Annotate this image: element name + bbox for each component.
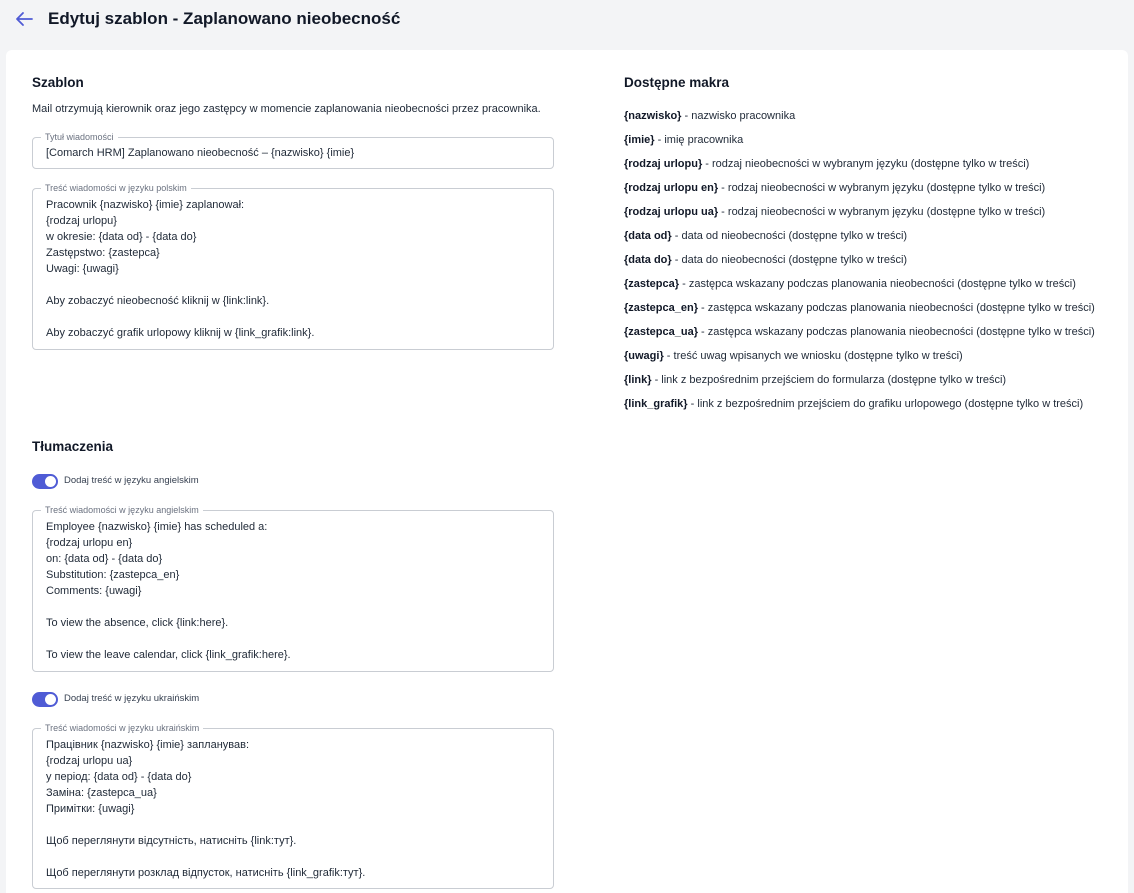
body-en-textarea[interactable] xyxy=(32,505,554,672)
macro-name: {imie} xyxy=(624,134,655,146)
macro-name: {rodzaj urlopu} xyxy=(624,158,703,170)
macro-desc: - zastępca wskazany podczas planowania nieobecności (dostępne tylko w treści) xyxy=(698,302,1095,314)
toggle-knob xyxy=(45,694,56,705)
body-pl-line: Pracownik {nazwisko} {imie} zaplanował: xyxy=(46,199,245,211)
header-bar xyxy=(0,0,1134,40)
macro-name: {rodzaj urlopu ua} xyxy=(624,206,719,218)
macro-name: {zastepca} xyxy=(624,278,680,290)
macro-desc: - link z bezpośrednim przejściem do formularza (dostępne tylko w treści) xyxy=(651,374,1007,386)
macro-item xyxy=(624,156,1095,180)
body-en-line: {rodzaj urlopu en} xyxy=(46,537,133,549)
macro-desc: - data od nieobecności (dostępne tylko w treści) xyxy=(671,230,908,242)
macro-desc: - nazwisko pracownika xyxy=(681,110,796,122)
body-pl-line: w okresie: {data od} - {data do} xyxy=(46,231,197,243)
subject-field[interactable] xyxy=(32,132,554,169)
body-en-label: Treść wiadomości w języku angielskim xyxy=(41,504,203,516)
macro-name: {zastepca_ua} xyxy=(624,326,698,338)
body-ua-line: Заміна: {zastepca_ua} xyxy=(46,787,157,799)
back-arrow-icon[interactable] xyxy=(12,7,36,31)
body-en-line: Substitution: {zastepca_en} xyxy=(46,569,180,581)
english-toggle-switch[interactable] xyxy=(32,474,58,489)
body-en-line: To view the absence, click {link:here}. xyxy=(46,617,229,629)
english-toggle-label: Dodaj treść w języku angielskim xyxy=(64,475,199,486)
macro-name: {data do} xyxy=(624,254,672,266)
macro-item xyxy=(624,108,1095,132)
macro-desc: - zastępca wskazany podczas planowania nieobecności (dostępne tylko w treści) xyxy=(679,278,1076,290)
macros-list xyxy=(624,108,1095,420)
ukrainian-toggle-label: Dodaj treść w języku ukraińskim xyxy=(64,693,200,704)
body-en-line: To view the leave calendar, click {link_grafik:here}. xyxy=(46,649,291,661)
macro-desc: - rodzaj nieobecności w wybranym języku (dostępne tylko w treści) xyxy=(718,182,1046,194)
macro-desc: - link z bezpośrednim przejściem do grafiku urlopowego (dostępne tylko w treści) xyxy=(687,398,1084,410)
body-en-text xyxy=(46,519,291,663)
macro-name: {link} xyxy=(624,374,652,386)
macro-name: {uwagi} xyxy=(624,350,664,362)
template-description: Mail otrzymują kierownik oraz jego zastępcy w momencie zaplanowania nieobecności przez pracownika. xyxy=(32,103,541,115)
body-ua-line xyxy=(46,817,365,833)
macro-desc: - rodzaj nieobecności w wybranym języku (dostępne tylko w treści) xyxy=(718,206,1046,218)
macro-item xyxy=(624,180,1095,204)
macro-desc: - data do nieobecności (dostępne tylko w treści) xyxy=(671,254,908,266)
macro-item xyxy=(624,324,1095,348)
macro-name: {data od} xyxy=(624,230,672,242)
body-pl-text xyxy=(46,197,314,341)
macro-name: {link_grafik} xyxy=(624,398,688,410)
toggle-knob xyxy=(45,476,56,487)
body-en-line: Comments: {uwagi} xyxy=(46,585,142,597)
translations-section-title: Tłumaczenia xyxy=(32,439,114,454)
body-pl-line: Zastępstwo: {zastepca} xyxy=(46,247,160,259)
body-pl-line: Aby zobaczyć grafik urlopowy kliknij w {link_grafik:link}. xyxy=(46,327,315,339)
page-title: Edytuj szablon - Zaplanowano nieobecność xyxy=(48,9,401,28)
macros-section-title: Dostępne makra xyxy=(624,75,730,90)
body-ua-line: {rodzaj urlopu ua} xyxy=(46,755,133,767)
macro-name: {rodzaj urlopu en} xyxy=(624,182,719,194)
body-pl-label: Treść wiadomości w języku polskim xyxy=(41,182,191,194)
macro-name: {nazwisko} xyxy=(624,110,682,122)
body-en-line xyxy=(46,599,291,615)
macro-desc: - imię pracownika xyxy=(654,134,744,146)
macro-item xyxy=(624,396,1095,420)
macro-desc: - treść uwag wpisanych we wniosku (dostępne tylko w treści) xyxy=(663,350,963,362)
macro-item xyxy=(624,276,1095,300)
body-pl-line: Aby zobaczyć nieobecność kliknij w {link:link}. xyxy=(46,295,270,307)
body-ua-line: Щоб переглянути відсутність, натисніть {link:тут}. xyxy=(46,835,297,847)
body-ua-line: у період: {data od} - {data do} xyxy=(46,771,192,783)
body-en-line: Employee {nazwisko} {imie} has scheduled a: xyxy=(46,521,268,533)
macro-item xyxy=(624,204,1095,228)
ukrainian-toggle-switch[interactable] xyxy=(32,692,58,707)
body-pl-line: Uwagi: {uwagi} xyxy=(46,263,119,275)
body-pl-textarea[interactable] xyxy=(32,183,554,350)
body-ua-textarea[interactable] xyxy=(32,723,554,889)
macro-item xyxy=(624,372,1095,396)
subject-field-label: Tytuł wiadomości xyxy=(41,131,118,143)
macro-item xyxy=(624,348,1095,372)
macro-item xyxy=(624,252,1095,276)
macro-item xyxy=(624,228,1095,252)
macro-name: {zastepca_en} xyxy=(624,302,698,314)
body-pl-line: {rodzaj urlopu} xyxy=(46,215,117,227)
macro-desc: - zastępca wskazany podczas planowania nieobecności (dostępne tylko w treści) xyxy=(698,326,1095,338)
subject-field-value: [Comarch HRM] Zaplanowano nieobecność – {nazwisko} {imie} xyxy=(46,147,355,159)
macro-item xyxy=(624,300,1095,324)
body-ua-text xyxy=(46,737,365,881)
macro-item xyxy=(624,132,1095,156)
body-ua-label: Treść wiadomości w języku ukraińskim xyxy=(41,722,203,734)
body-pl-line xyxy=(46,309,314,325)
body-ua-line: Працівник {nazwisko} {imie} запланував: xyxy=(46,739,250,751)
body-en-line: on: {data od} - {data do} xyxy=(46,553,163,565)
body-en-line xyxy=(46,631,291,647)
body-ua-line xyxy=(46,849,365,865)
template-section-title: Szablon xyxy=(32,75,84,90)
body-pl-line xyxy=(46,277,314,293)
body-ua-line: Щоб переглянути розклад відпусток, натисніть {link_grafik:тут}. xyxy=(46,867,366,879)
macro-desc: - rodzaj nieobecności w wybranym języku (dostępne tylko w treści) xyxy=(702,158,1030,170)
body-ua-line: Примітки: {uwagi} xyxy=(46,803,135,815)
